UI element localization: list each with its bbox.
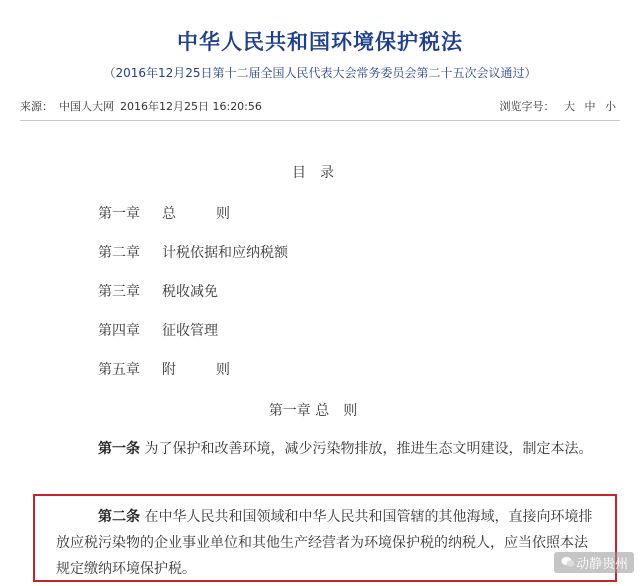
document-title: 中华人民共和国环境保护税法 [177,29,463,54]
font-size-medium-button[interactable]: 中 [584,100,596,113]
document-subtitle: （2016年12月25日第十二届全国人民代表大会常务委员会第二十五次会议通过） [103,66,537,80]
watermark-text: 动静贵州 [575,557,628,572]
font-size-label: 浏览字号： [499,100,555,113]
chapter-heading-title: 总则 [315,403,372,419]
source-value: 中国人大网 [59,100,114,113]
toc-item [98,320,218,340]
toc-chapter-title: 税收减免 [162,284,218,300]
toc-item [98,203,270,223]
article-text: 在中华人民共和国领域和中华人民共和国管辖的其他海域，直接向环境排放应税污染物的企业事业单位和其他生产经营者为环境保护税的纳税人，应当依照本法规定缴纳环境保护税。 [56,509,593,577]
toc-item [98,359,270,379]
article-label: 第一条 [98,441,140,457]
article-text: 为了保护和改善环境，减少污染物排放，推进生态文明建设，制定本法。 [144,441,593,457]
toc-chapter-number: 第三章 [98,284,140,300]
article-paragraph [56,436,596,462]
font-size-small-button[interactable]: 小 [605,100,616,113]
toc-item [98,242,288,262]
article-paragraph [56,504,596,582]
toc-chapter-number: 第一章 [98,206,140,222]
publish-datetime: 2016年12月25日 16:20:56 [120,100,262,113]
toc-heading: 目录 [292,165,348,181]
toc-chapter-title: 附则 [162,362,270,378]
meta-row [20,98,616,116]
font-size-large-button[interactable]: 大 [564,100,575,113]
chapter-heading-number: 第一章 [268,403,311,419]
wechat-icon [560,556,576,572]
toc-chapter-number: 第二章 [98,245,140,261]
toc-chapter-number: 第五章 [98,362,140,378]
toc-chapter-title: 征收管理 [162,323,218,339]
toc-chapter-title: 计税依据和应纳税额 [162,245,288,261]
font-size-selector [500,98,617,114]
toc-chapter-title: 总则 [162,206,270,222]
toc-item [98,281,218,301]
article-label: 第二条 [98,509,140,525]
source-label: 来源： [20,100,53,113]
chapter-heading [0,400,640,420]
header-divider [20,120,620,121]
toc-chapter-number: 第四章 [98,323,140,339]
watermark [554,552,634,573]
source-info [20,98,268,114]
